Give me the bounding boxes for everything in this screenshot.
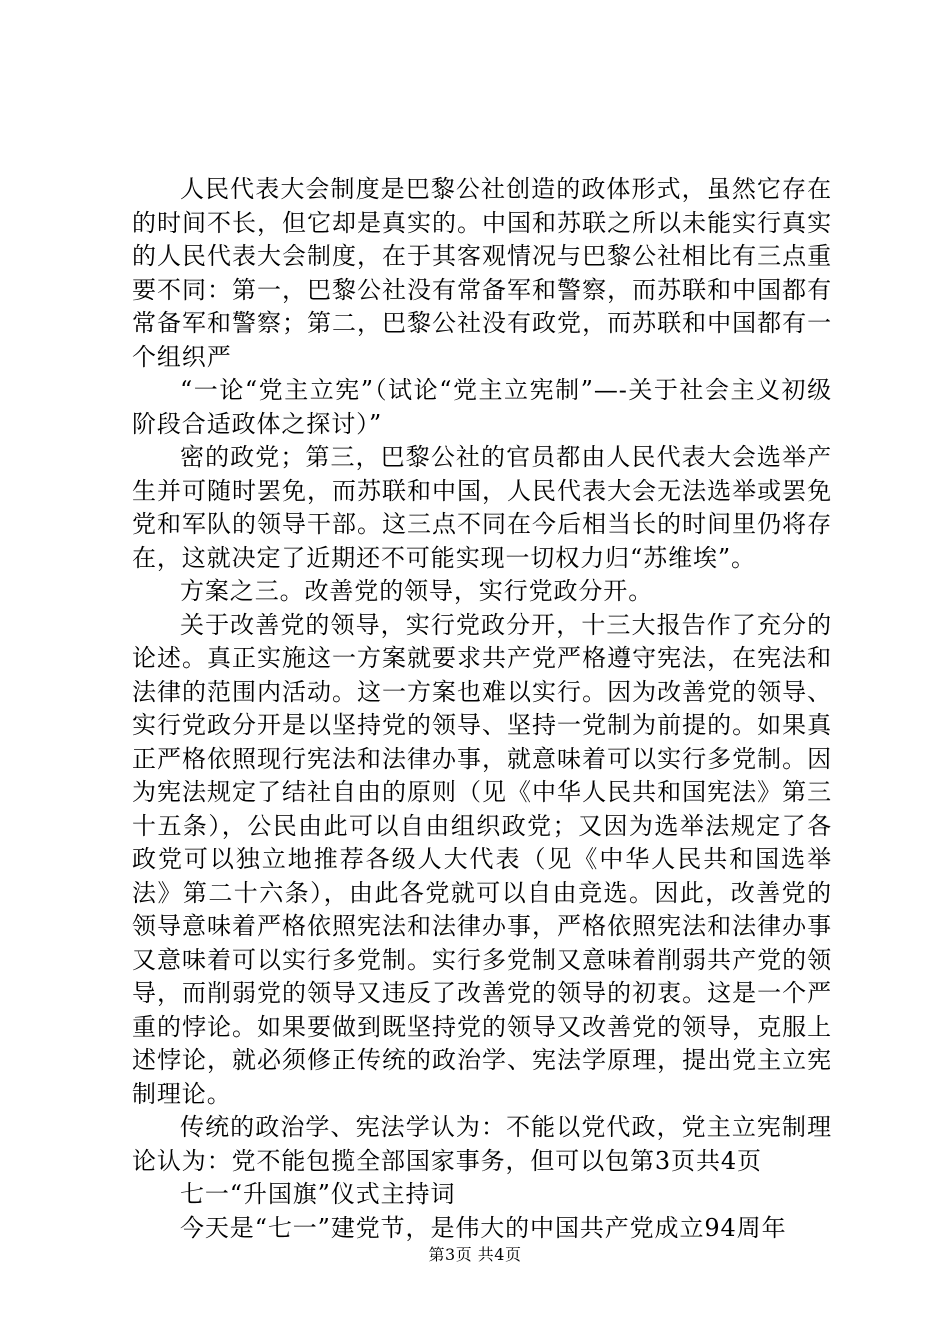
paragraph-ceremony-opening: 今天是“七一”建党节，是伟大的中国共产党成立94周年 <box>180 1213 787 1242</box>
paragraph-article-title: “一论“党主立宪”（试论“党主立宪制”—-关于社会主义初级阶段合适政体之探讨）” <box>132 376 832 438</box>
paragraph-plan-three: 方案之三。改善党的领导，实行党政分开。 <box>180 577 654 605</box>
paragraph-three-differences: 密的政党；第三，巴黎公社的官员都由人民代表大会选举产生并可随时罢免，而苏联和中国，人民代表大会无法选举或罢免党和军队的领导干部。这三点不同在今后相当长的时间里仍将存在，这就决定了近期还不可能实现一切权力归“苏维埃”。 <box>132 443 832 572</box>
paragraph-traditional-theory: 传统的政治学、宪法学认为：不能以党代政，党主立宪制理论认为：党不能包揽全部国家事务，但可以包第3页共4页 <box>132 1113 832 1175</box>
paragraph-ceremony-title: 七一“升国旗”仪式主持词 <box>180 1180 456 1208</box>
paragraph-people-congress: 人民代表大会制度是巴黎公社创造的政体形式，虽然它存在的时间不长，但它却是真实的。中国和苏联之所以未能实行真实的人民代表大会制度，在于其客观情况与巴黎公社相比有三点重要不同：第一，巴黎公社没有常备军和警察，而苏联和中国都有常备军和警察；第二，巴黎公社没有政党，而苏联和中国都有一个组织严 <box>132 175 832 371</box>
paragraph-party-leadership: 关于改善党的领导，实行党政分开，十三大报告作了充分的论述。真正实施这一方案就要求共产党严格遵守宪法，在宪法和法律的范围内活动。这一方案也难以实行。因为改善党的领导、实行党政分开是以坚持党的领导、坚持一党制为前提的。如果真正严格依照现行宪法和法律办事，就意味着可以实行多党制。因为宪法规定了结社自由的原则（见《中华人民共和国宪法》第三十五条），公民由此可以自由组织政党；又因为选举法规定了各政党可以独立地推荐各级人大代表（见《中华人民共和国选举法》第二十六条），由此各党就可以自由竞选。因此，改善党的领导意味着严格依照宪法和法律办事，严格依照宪法和法律办事又意味着可以实行多党制。实行多党制又意味着削弱共产党的领导，而削弱党的领导又违反了改善党的领导的初衷。这是一个严重的悖论。如果要做到既坚持党的领导又改善党的领导，克服上述悖论，就必须修正传统的政治学、宪法学原理，提出党主立宪制理论。 <box>132 610 832 1108</box>
body-text <box>132 173 832 1245</box>
page-footer: 第3页 共4页 <box>428 1245 522 1264</box>
